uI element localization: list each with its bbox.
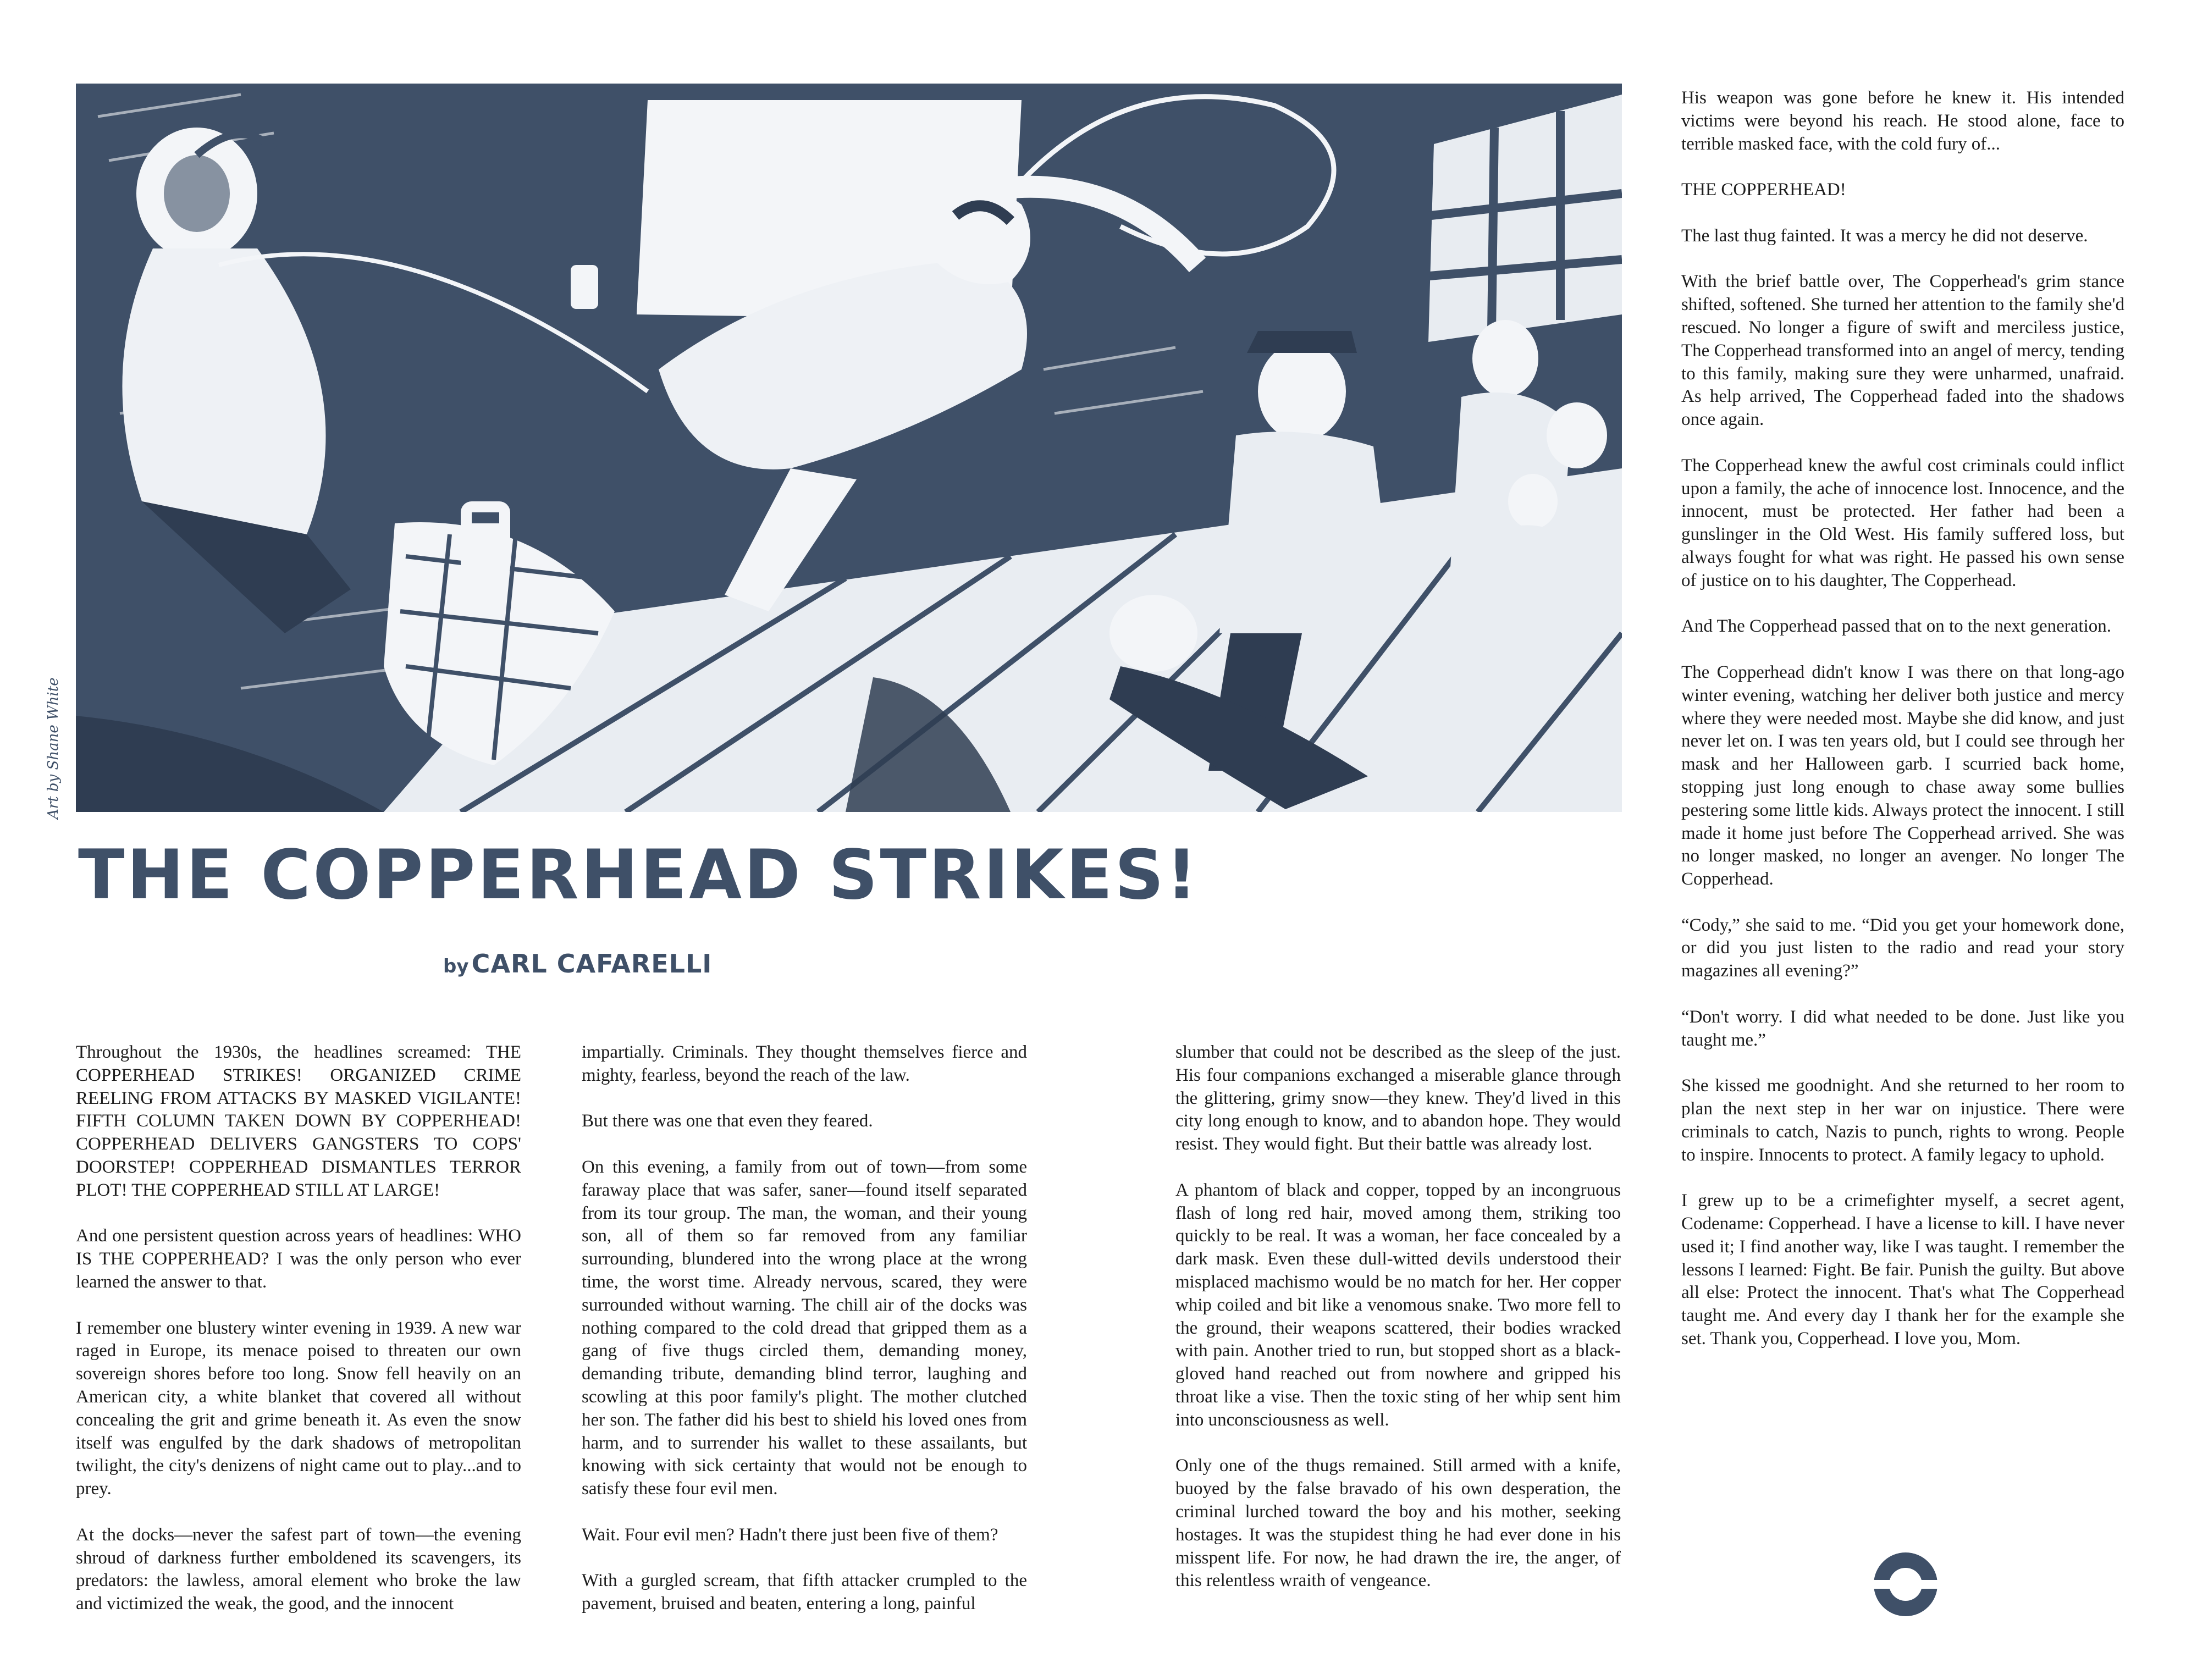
paragraph: “Don't worry. I did what needed to be done. Just like you taught me.” <box>1681 1007 2124 1050</box>
article-title: THE COPPERHEAD STRIKES! <box>78 836 1200 915</box>
byline <box>443 949 1103 979</box>
paragraph: impartially. Criminals. They thought themselves fierce and mighty, fearless, beyond the reach of the law. <box>582 1042 1027 1085</box>
paragraph: Wait. Four evil men? Hadn't there just been five of them? <box>582 1524 998 1545</box>
paragraph: “Cody,” she said to me. “Did you get your homework done, or did you just listen to the radio and read your story magazines all evening?” <box>1681 915 2124 981</box>
paragraph: She kissed me goodnight. And she returned to her room to plan the next step in her war on injustice. There were criminals to catch, Nazis to punch, rights to wrong. People to inspire. Innocents to protect. A family legacy to uphold. <box>1681 1076 2124 1165</box>
paragraph: But there was one that even they feared. <box>582 1111 873 1131</box>
byline-prefix: by <box>443 955 469 977</box>
tin-can <box>571 265 598 309</box>
paragraph: And one persistent question across years of headlines: WHO IS THE COPPERHEAD? I was the only person who ever learned the answer to that. <box>76 1226 521 1292</box>
paragraph: His weapon was gone before he knew it. His intended victims were beyond his reach. He stood alone, face to terrible masked face, with the cold fury of... <box>1681 88 2124 154</box>
paragraph: I grew up to be a crimefighter myself, a secret agent, Codename: Copperhead. I have a license to kill. I have never used it; I find another way, like I was taught. I remember the lessons I learned: Fight. Be fair. Punish the guilty. But above all else: Protect the innocent. That's what The Copperhead taught me. And every day I thank her for the example she set. Thank you, Copperhead. I love you, Mom. <box>1681 1191 2124 1349</box>
text-column-4 <box>1681 87 2124 1351</box>
paragraph: The last thug fainted. It was a mercy he did not deserve. <box>1681 225 2088 246</box>
paragraph: The Copperhead knew the awful cost criminals could inflict upon a family, the ache of innocence lost. Innocence, and the innocent, must be protected. Her father had been a gunslinger in the Old West. His family suffered loss, but always fought for what was right. He passed his own sense of justice on to his daughter, The Copperhead. <box>1681 455 2124 590</box>
paragraph: A phantom of black and copper, topped by an incongruous flash of long red hair, moved among them, striking too quickly to be real. It was a woman, her face concealed by a dark mask. Even these dull-witted devils understood their misplaced machismo would be no match for her. Her copper whip coiled and bit like a venomous snake. Two more fell to the ground, their weapons scattered, their bodies wracked with pain. Another tried to run, but stopped short as a black-gloved hand reached out from nowhere and gripped his throat like a vise. Then the toxic sting of her whip sent him into unconsciousness as well. <box>1175 1180 1621 1430</box>
paragraph: THE COPPERHEAD! <box>1681 180 1846 200</box>
author-name: CARL CAFARELLI <box>471 949 713 979</box>
copperhead-illustration <box>76 84 1622 812</box>
paragraph: And The Copperhead passed that on to the next generation. <box>1681 616 2112 637</box>
illustration-credit: Art by Shane White <box>45 677 62 819</box>
paragraph: Throughout the 1930s, the headlines screamed: THE COPPERHEAD STRIKES! ORGANIZED CRIME REELING FROM ATTACKS BY MASKED VIGILANTE! FIFTH COLUMN TAKEN DOWN BY COPPERHEAD! COPPERHEAD DELIVERS GANGSTERS TO COPS' DOORSTEP! COPPERHEAD DISMANTLES TERROR PLOT! THE COPPERHEAD STILL AT LARGE! <box>76 1042 521 1200</box>
text-column-2 <box>582 1041 1027 1616</box>
paragraph: The Copperhead didn't know I was there on that long-ago winter evening, watching her deliver both justice and mercy where they were needed most. Maybe she did know, and just never let on. I was ten years old, but I could see through her mask and her Halloween garb. I scurried back home, stopping just long enough to chase away some bullies pestering some little kids. Always protect the innocent. I still made it home just before The Copperhead arrived. She was no longer masked, no longer an avenger. No longer The Copperhead. <box>1681 662 2124 889</box>
paragraph: Only one of the thugs remained. Still armed with a knife, buoyed by the false bravado of his own desperation, the criminal lurched toward the boy and his mother, seeking hostages. It was the stupidest thing he had ever done in his misspent life. For now, he had drawn the ire, the anger, of this relentless wraith of vengeance. <box>1175 1456 1621 1591</box>
end-of-article-logo-icon <box>1870 1549 1941 1620</box>
text-column-1 <box>76 1041 521 1616</box>
paragraph: With a gurgled scream, that fifth attacker crumpled to the pavement, bruised and beaten, entering a long, painful <box>582 1571 1027 1614</box>
paragraph: At the docks—never the safest part of town—the evening shroud of darkness further emboldened its scavengers, its predators: the lawless, amoral element who broke the law and victimized the weak, the good, and the innocent <box>76 1524 521 1614</box>
paragraph: With the brief battle over, The Copperhead's grim stance shifted, softened. She turned her attention to the family she'd rescued. No longer a figure of swift and merciless justice, The Copperhead transformed into an angel of mercy, tending to this family, making sure they were unharmed, unafraid. As help arrived, The Copperhead faded into the shadows once again. <box>1681 272 2124 430</box>
text-column-3 <box>1175 1041 1621 1593</box>
paragraph: slumber that could not be described as the sleep of the just. His four companions exchanged a miserable glance through the glittering, grimy snow—they knew. They'd lived in this city long enough to know, and to abandon hope. They would resist. They would fight. But their battle was already lost. <box>1175 1042 1621 1154</box>
paragraph: I remember one blustery winter evening in 1939. A new war raged in Europe, its menace poised to threaten our own sovereign shores before too long. Snow fell heavily on an American city, a white blanket that covered all without concealing the grit and grime beneath it. As even the snow itself was engulfed by the dark shadows of metropolitan twilight, the city's denizens of night came out to play...and to prey. <box>76 1318 521 1499</box>
paragraph: On this evening, a family from out of town—from some faraway place that was safer, saner—found itself separated from its tour group. The man, the woman, and their young son, all of them so far removed from any familiar surrounding, blundered into the wrong place at the wrong time, the worst time. Already nervous, scared, they were surrounded without warning. The chill air of the docks was nothing compared to the cold dread that gripped them as a gang of five thugs circled them, demanding money, demanding tribute, demanding blind terror, laughing and scowling at this poor family's plight. The mother clutched her son. The father did his best to shield his loved ones from harm, and to surrender his wallet to these assailants, but knowing with sick certainty that would not be enough to satisfy these four evil men. <box>582 1157 1027 1499</box>
